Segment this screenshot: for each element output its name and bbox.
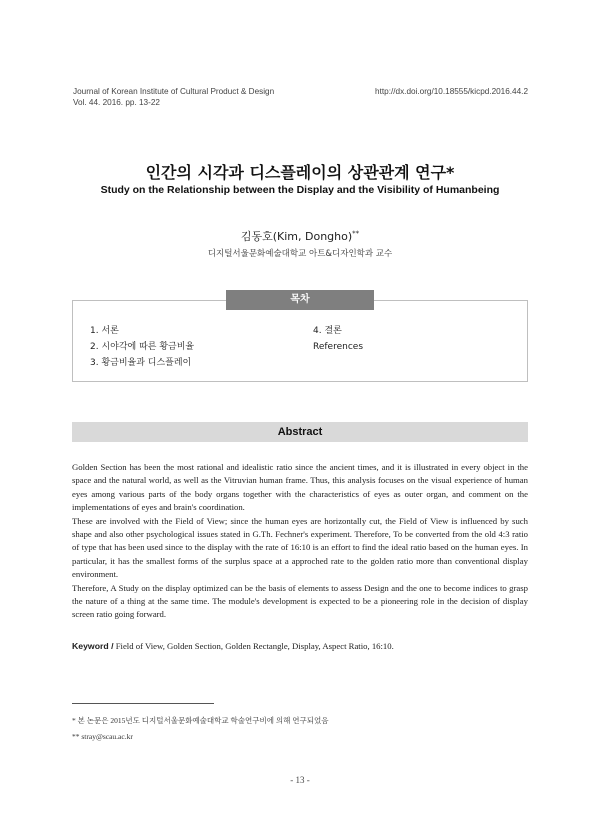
abstract-paragraph: Golden Section has been the most rational and idealistic ratio since the ancient times, and it is illustrated in every object in the space and the natural world, as well as the Vitruvian human frame. Thus, this analysis focuses on the visual experience of human eyes among various parts of the body organs together with the characteristics of eyes as outer organ, and comment on the implementations of eyes and brain's coordination.	[72, 462, 528, 513]
keywords-line	[72, 641, 528, 651]
journal-volume: Vol. 44. 2016. pp. 13-22	[73, 98, 160, 107]
toc-label: 목차	[226, 290, 374, 310]
footnote-email: ** stray@scau.ac.kr	[72, 732, 133, 741]
toc-item: References	[313, 342, 364, 352]
page-number: - 13 -	[290, 775, 310, 785]
keywords-label: Keyword /	[72, 641, 114, 651]
footnote-funding: * 본 논문은 2015년도 디지털서울문화예술대학교 학술연구비에 의해 연구되었음	[72, 716, 329, 725]
author-footnote-mark: **	[352, 229, 360, 238]
abstract-heading: Abstract	[72, 422, 528, 442]
journal-header	[73, 86, 274, 108]
abstract-paragraph: Therefore, A Study on the display optimized can be the basis of elements to assess Design and the one to become indices to grasp the nature of a thing at the same time. The module's development is expected to be a pioneering role in the decision of display screen ratio going forward.	[72, 582, 528, 620]
toc-left-column	[90, 323, 194, 371]
abstract-paragraph: These are involved with the Field of View; since the human eyes are horizontally cut, the Field of View is influenced by such shape and also other psychological issues stated in G.Th. Fechner's experiment. Therefore, To be converted from the old 4:3 ratio of type that has been used since to the display with the rate of 16:10 is an effort to find the ideal ratio based on the human eyes. In particular, it has the smallest forms of the surplus space at a approched rate to the golden ratio more than conventional display environment.	[72, 515, 528, 580]
author-affiliation: 디지털서울문화예술대학교 아트&디자인학과 교수	[207, 249, 393, 259]
keywords-text: Field of View, Golden Section, Golden Rectangle, Display, Aspect Ratio, 16:10.	[115, 641, 394, 651]
footnote-divider	[72, 703, 214, 704]
toc-item: 2. 시야각에 따른 황금비율	[90, 342, 195, 352]
doi-link[interactable]: http://dx.doi.org/10.18555/kicpd.2016.44.2	[375, 87, 528, 96]
toc-item: 1. 서론	[90, 326, 119, 336]
toc-right-column	[313, 323, 363, 355]
title-korean: 인간의 시각과 디스플레이의 상관관계 연구*	[145, 163, 455, 182]
author-line	[0, 228, 600, 244]
author-name: 김동호(Kim, Dongho)	[240, 230, 353, 243]
abstract-body	[72, 461, 528, 622]
toc-item: 4. 결론	[313, 326, 342, 336]
title-english: Study on the Relationship between the Display and the Visibility of Humanbeing	[100, 184, 500, 196]
toc-item: 3. 황금비율과 디스플레이	[90, 358, 192, 368]
journal-name: Journal of Korean Institute of Cultural Product & Design	[73, 87, 275, 96]
